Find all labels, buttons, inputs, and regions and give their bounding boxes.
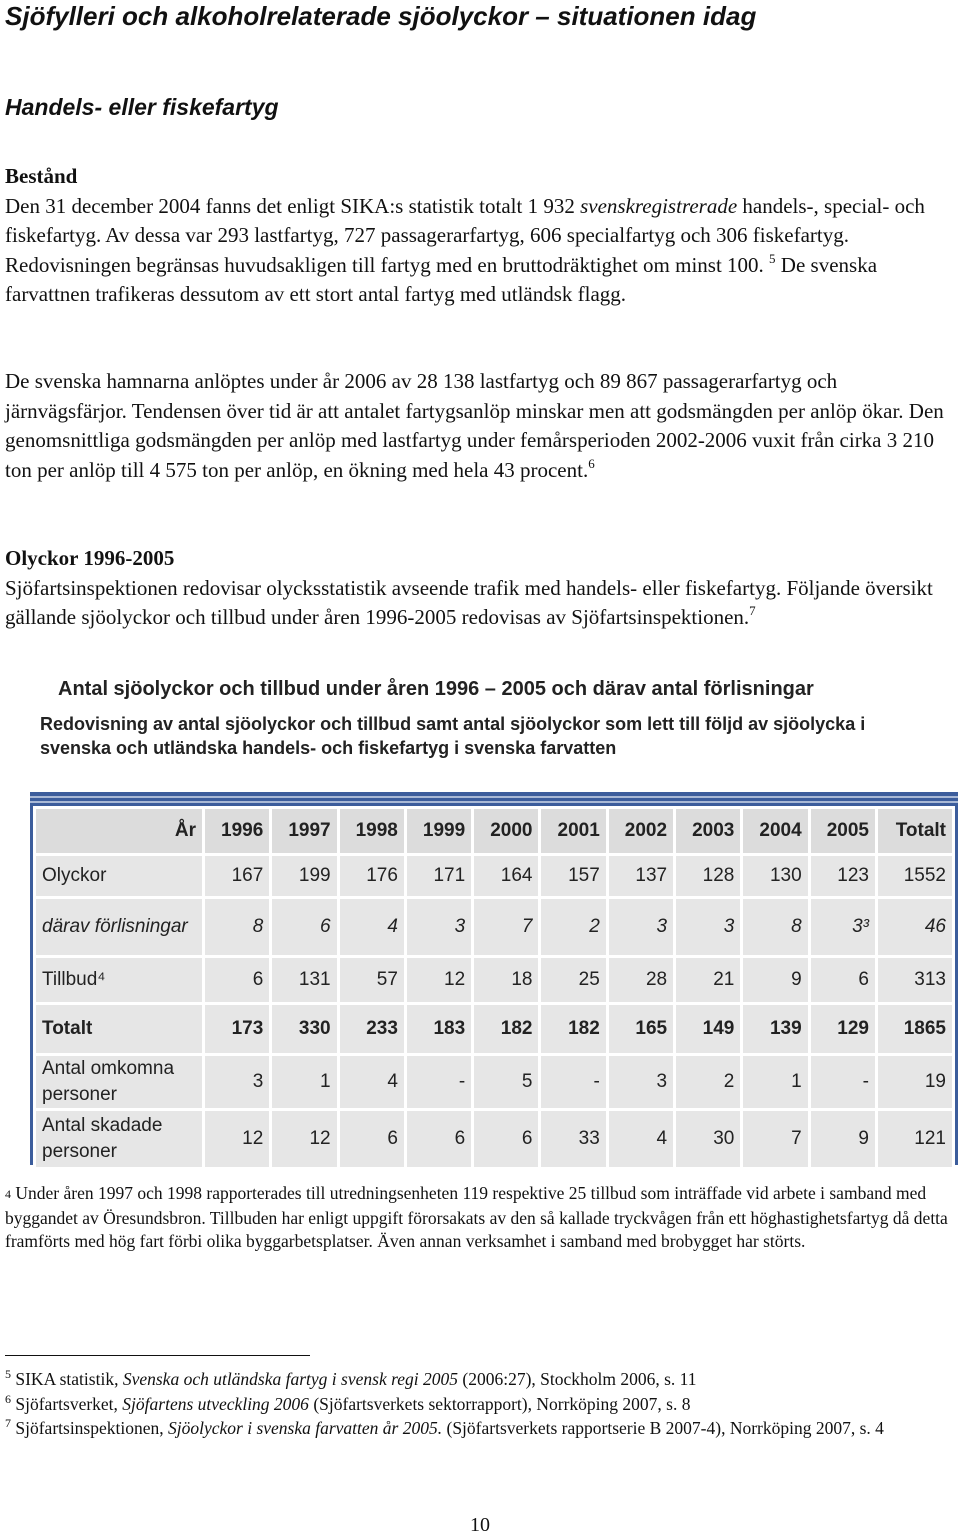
- table-cell: 173: [205, 1005, 269, 1053]
- accident-table: [33, 806, 955, 1170]
- table-header-row: [36, 809, 952, 853]
- table-cell: 6: [474, 1111, 538, 1167]
- bestand-text-a: Den 31 december 2004 fanns det enligt SIKA:s statistik totalt 1 932: [5, 193, 581, 218]
- table-cell: 121: [878, 1111, 952, 1167]
- olyckor-text: Sjöfartsinspektionen redovisar olycksstatistik avseende trafik med handels- eller fiskefartyg. Följande översikt gällande sjöolyckor och tillbud under åren 1996-2005 redovisas av Sjöfartsinspektionen.: [5, 575, 933, 629]
- table-cell: 9: [811, 1111, 875, 1167]
- table-cell: 1: [272, 1056, 336, 1108]
- table-cell: 1865: [878, 1005, 952, 1053]
- table-cell: 1: [743, 1056, 807, 1108]
- footnote-source-title: Sjöolyckor i svenska farvatten år 2005.: [168, 1418, 443, 1438]
- table-cell: 3: [609, 899, 673, 955]
- table-cell: 12: [407, 958, 471, 1002]
- table-row: [36, 899, 952, 955]
- year-header: 1998: [340, 809, 404, 853]
- page-number: 10: [470, 1514, 490, 1536]
- table-cell: 129: [811, 1005, 875, 1053]
- table-cell: 167: [205, 856, 269, 896]
- table-cell: 4: [340, 1056, 404, 1108]
- table-cell: 128: [676, 856, 740, 896]
- note-text: Under åren 1997 och 1998 rapporterades till utredningsenheten 119 respektive 25 tillbud som inträffade vid arbete i samband med byggandet av Öresundsbron. Tillbuden har enligt uppgift förorsakats av den så kallade tryckvågen från ett höghastighetsfartyg då detta framförts med hög fart förbi olika byggarbetsplatser. Även annan verksamhet i samband med brobygget har störts.: [5, 1183, 948, 1251]
- table-caption: Redovisning av antal sjöolyckor och tillbud samt antal sjöolyckor som lett till följd av sjöolycka i svenska och utländska handels- och fiskefartyg i svenska farvatten: [40, 714, 866, 758]
- table-cell: 5: [474, 1056, 538, 1108]
- year-header: 2001: [541, 809, 605, 853]
- table-note-4: [5, 1182, 957, 1254]
- table-cell: 3: [205, 1056, 269, 1108]
- page-title: Sjöfylleri och alkoholrelaterade sjöolyckor – situationen idag: [5, 1, 757, 31]
- footnote-7: [5, 1416, 957, 1440]
- table-cell: 2: [541, 899, 605, 955]
- footnote-ref-7[interactable]: 7: [749, 603, 756, 618]
- hamnar-paragraph: [5, 367, 957, 485]
- table-cell: 4: [609, 1111, 673, 1167]
- table-cell: -: [541, 1056, 605, 1108]
- bestand-text-em: svenskregistrerade: [580, 193, 738, 218]
- table-cell: 330: [272, 1005, 336, 1053]
- table-cell: 3: [609, 1056, 673, 1108]
- table-cell: 6: [811, 958, 875, 1002]
- year-header: 2000: [474, 809, 538, 853]
- footnote-text: (Sjöfartsverkets rapportserie B 2007-4), Norrköping 2007, s. 4: [442, 1418, 884, 1438]
- table-cell: 8: [743, 899, 807, 955]
- footnote-text: Sjöfartsinspektionen,: [11, 1418, 168, 1438]
- table-cell: 3³: [811, 899, 875, 955]
- table-cell: 57: [340, 958, 404, 1002]
- table-row: [36, 1111, 952, 1167]
- table-heading: Antal sjöolyckor och tillbud under åren 1996 – 2005 och därav antal förlisningar: [58, 678, 814, 700]
- row-label: därav förlisningar: [36, 899, 202, 955]
- footnote-separator: [5, 1355, 310, 1356]
- table-cell: 176: [340, 856, 404, 896]
- table-cell: 149: [676, 1005, 740, 1053]
- table-corner-label: År: [36, 809, 202, 853]
- table-cell: 123: [811, 856, 875, 896]
- footnote-5: [5, 1367, 957, 1391]
- year-header: 2004: [743, 809, 807, 853]
- row-label: Antal omkomna personer: [36, 1056, 202, 1108]
- footnote-number: 6: [5, 1392, 11, 1406]
- table-cell: 25: [541, 958, 605, 1002]
- table-cell: 183: [407, 1005, 471, 1053]
- row-label: Antal skadade personer: [36, 1111, 202, 1167]
- table-cell: 46: [878, 899, 952, 955]
- row-label: Totalt: [36, 1005, 202, 1053]
- table-row: [36, 1005, 952, 1053]
- footnote-source-title: Sjöfartens utveckling 2006: [122, 1394, 309, 1414]
- year-header: 1999: [407, 809, 471, 853]
- table-cell: 4: [340, 899, 404, 955]
- table-cell: 3: [407, 899, 471, 955]
- table-cell: 313: [878, 958, 952, 1002]
- footnote-number: 5: [5, 1367, 11, 1381]
- footnote-text: (2006:27), Stockholm 2006, s. 11: [458, 1369, 697, 1389]
- table-cell: 21: [676, 958, 740, 1002]
- table-cell: 164: [474, 856, 538, 896]
- row-label: Tillbud⁴: [36, 958, 202, 1002]
- row-label: Olyckor: [36, 856, 202, 896]
- accident-table-frame: [30, 792, 958, 1165]
- table-cell: 12: [205, 1111, 269, 1167]
- table-cell: -: [811, 1056, 875, 1108]
- table-cell: 28: [609, 958, 673, 1002]
- olyckor-section: [5, 544, 957, 633]
- note-number: 4: [5, 1187, 11, 1201]
- table-cell: 30: [676, 1111, 740, 1167]
- table-cell: 6: [407, 1111, 471, 1167]
- bestand-section: [5, 162, 957, 310]
- table-cell: 157: [541, 856, 605, 896]
- footnote-6: [5, 1392, 957, 1416]
- table-cell: 1552: [878, 856, 952, 896]
- table-cell: 171: [407, 856, 471, 896]
- footnote-text: SIKA statistik,: [11, 1369, 123, 1389]
- footnote-ref-5[interactable]: 5: [769, 250, 776, 266]
- table-cell: 12: [272, 1111, 336, 1167]
- year-header: 2003: [676, 809, 740, 853]
- table-cell: 139: [743, 1005, 807, 1053]
- table-cell: 199: [272, 856, 336, 896]
- table-cell: 131: [272, 958, 336, 1002]
- olyckor-heading: Olyckor 1996-2005: [5, 546, 175, 570]
- section-subtitle: Handels- eller fiskefartyg: [5, 94, 279, 120]
- table-cell: 182: [541, 1005, 605, 1053]
- table-cell: 130: [743, 856, 807, 896]
- table-cell: 9: [743, 958, 807, 1002]
- table-cell: 165: [609, 1005, 673, 1053]
- frame-stripe: [30, 801, 958, 803]
- year-header: 2005: [811, 809, 875, 853]
- table-cell: 6: [205, 958, 269, 1002]
- footnote-text: Sjöfartsverket,: [11, 1394, 123, 1414]
- table-cell: 182: [474, 1005, 538, 1053]
- table-cell: 33: [541, 1111, 605, 1167]
- table-row: [36, 958, 952, 1002]
- table-cell: 233: [340, 1005, 404, 1053]
- table-cell: 137: [609, 856, 673, 896]
- table-row: [36, 856, 952, 896]
- year-header: 1996: [205, 809, 269, 853]
- bestand-text-b: handels-, special- och fiskefartyg. Av dessa var 293 lastfartyg, 727 passagerarfartyg, 606 specialfartyg och 306 fiskefartyg. Redovisningen begränsas huvudsakligen till fartyg med en bruttodräktighet om minst 100.: [5, 193, 925, 277]
- footnote-number: 7: [5, 1416, 11, 1430]
- table-cell: 6: [340, 1111, 404, 1167]
- table-cell: 3: [676, 899, 740, 955]
- table-row: [36, 1056, 952, 1108]
- table-cell: 6: [272, 899, 336, 955]
- table-cell: -: [407, 1056, 471, 1108]
- bestand-text-c: De svenska farvattnen trafikeras dessutom av ett stort antal fartyg med utländsk flagg.: [5, 252, 878, 306]
- year-header: Totalt: [878, 809, 952, 853]
- frame-stripe: [30, 796, 958, 798]
- table-cell: 2: [676, 1056, 740, 1108]
- table-cell: 7: [474, 899, 538, 955]
- table-cell: 19: [878, 1056, 952, 1108]
- footnote-ref-6[interactable]: 6: [588, 455, 595, 471]
- year-header: 1997: [272, 809, 336, 853]
- bestand-heading: Bestånd: [5, 164, 78, 188]
- footnote-source-title: Svenska och utländska fartyg i svensk regi 2005: [122, 1369, 459, 1389]
- hamnar-text: De svenska hamnarna anlöptes under år 2006 av 28 138 lastfartyg och 89 867 passagerarfartyg och järnvägsfärjor. Tendensen över tid är att antalet fartygsanlöp minskar men att godsmängden per anlöp ökar. Den genomsnittliga godsmängden per anlöp med lastfartyg under femårsperioden 2002-2006 vuxit från cirka 3 210 ton per anlöp till 4 575 ton per anlöp, en ökning med hela 43 procent.: [5, 369, 944, 482]
- table-cell: 18: [474, 958, 538, 1002]
- table-cell: 7: [743, 1111, 807, 1167]
- year-header: 2002: [609, 809, 673, 853]
- table-cell: 8: [205, 899, 269, 955]
- footnote-text: (Sjöfartsverkets sektorrapport), Norrköping 2007, s. 8: [308, 1394, 691, 1414]
